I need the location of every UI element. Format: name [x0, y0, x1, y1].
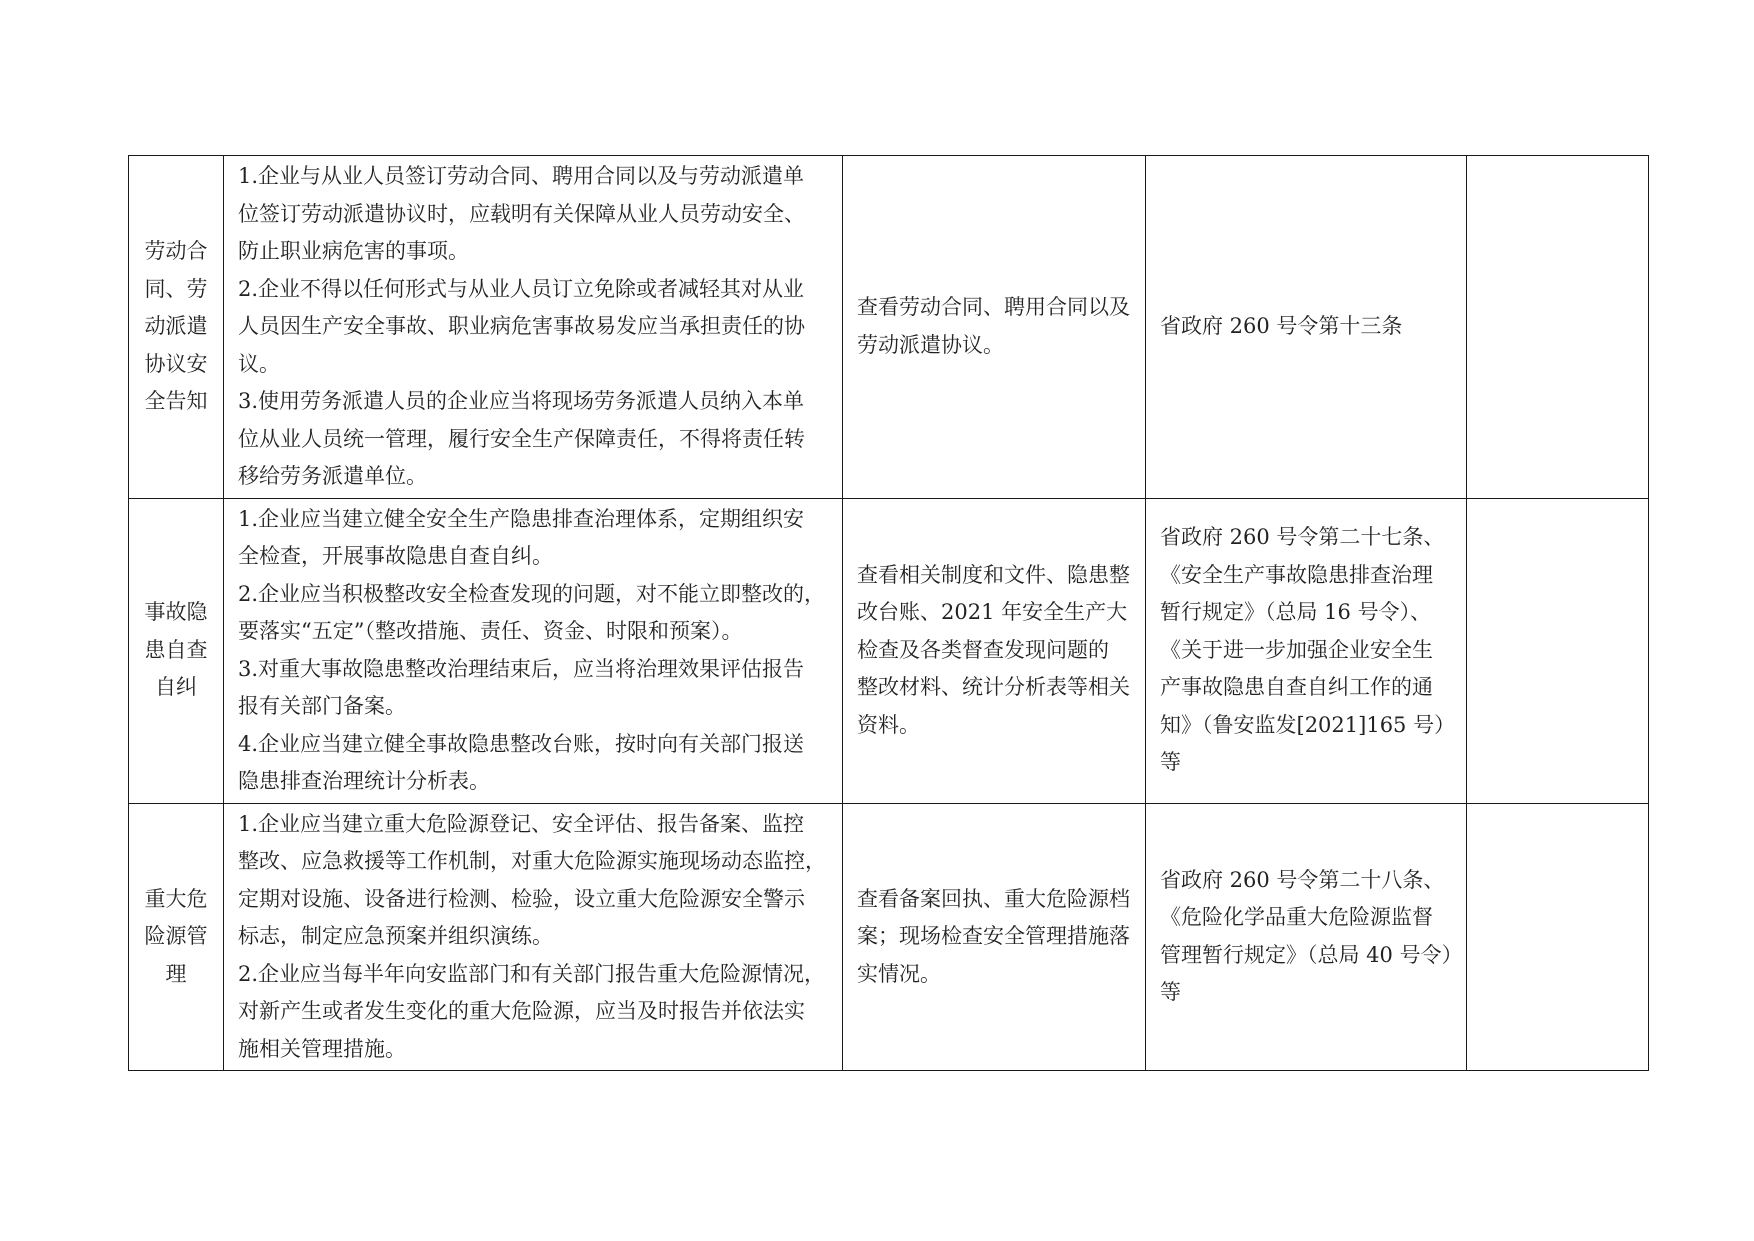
requirement-text: 2.企业应当积极整改安全检查发现的问题，对不能立即整改的， [238, 581, 826, 606]
requirement-text: 标志，制定应急预案并组织演练。 [238, 924, 553, 948]
basis-text: 省政府 260 号令第十三条 [1160, 314, 1403, 338]
category-text: 动派遣 [144, 314, 208, 338]
method-text: 查看劳动合同、聘用合同以及 [857, 295, 1130, 320]
category-text: 协议安 [144, 351, 208, 376]
basis-text: 《关于进一步加强企业安全生 [1160, 637, 1433, 662]
requirement-text: 防止职业病危害的事项。 [238, 239, 469, 263]
requirement-text: 2.企业应当每半年向安监部门和有关部门报告重大危险源情况， [238, 961, 826, 986]
requirement-text: 位签订劳动派遣协议时，应载明有关保障从业人员劳动安全、 [238, 201, 805, 226]
category-cell [129, 498, 224, 803]
table-row [129, 156, 1649, 499]
category-text: 患自查 [144, 637, 208, 662]
basis-text: 《安全生产事故隐患排查治理 [1160, 562, 1433, 587]
requirement-text: 全检查，开展事故隐患自查自纠。 [238, 544, 553, 568]
basis-cell [1146, 498, 1467, 803]
method-text: 改台账、2021 年安全生产大 [857, 600, 1128, 625]
requirement-cell [224, 803, 843, 1071]
remark-cell [1467, 803, 1649, 1071]
requirement-text: 人员因生产安全事故、职业病危害事故易发应当承担责任的协 [238, 314, 805, 338]
method-cell [843, 498, 1146, 803]
method-text: 检查及各类督查发现问题的 [857, 637, 1109, 662]
remark-cell [1467, 498, 1649, 803]
category-text: 重大危 [144, 886, 208, 911]
requirement-text: 3.使用劳务派遣人员的企业应当将现场劳务派遣人员纳入本单 [238, 389, 805, 413]
requirement-text: 1.企业应当建立健全安全生产隐患排查治理体系，定期组织安 [238, 506, 805, 531]
requirement-text: 1.企业与从业人员签订劳动合同、聘用合同以及与劳动派遣单 [238, 164, 805, 188]
method-text: 查看相关制度和文件、隐患整 [857, 562, 1130, 587]
category-text: 险源管 [144, 924, 208, 948]
basis-text: 暂行规定》（总局 16 号令）、 [1160, 600, 1432, 625]
category-text: 理 [165, 961, 187, 986]
basis-text: 产事故隐患自查自纠工作的通 [1160, 675, 1433, 700]
requirement-cell [224, 156, 843, 499]
basis-text: 省政府 260 号令第二十七条、 [1160, 525, 1445, 550]
table-row [129, 498, 1649, 803]
method-cell [843, 803, 1146, 1071]
basis-text: 知》（鲁安监发[2021]165 号） [1160, 712, 1456, 737]
category-text: 同、劳 [144, 276, 208, 301]
table-row [129, 803, 1649, 1071]
method-text: 资料。 [857, 712, 920, 737]
basis-text: 省政府 260 号令第二十八条、 [1160, 867, 1445, 892]
requirement-text: 施相关管理措施。 [238, 1036, 406, 1061]
requirement-text: 要落实“五定”（整改措施、责任、资金、时限和预案）。 [238, 619, 743, 643]
category-text: 自纠 [155, 675, 197, 700]
requirement-text: 报有关部门备案。 [238, 694, 406, 718]
basis-cell [1146, 803, 1467, 1071]
requirement-text: 议。 [238, 351, 280, 376]
method-cell [843, 156, 1146, 499]
requirement-text: 1.企业应当建立重大危险源登记、安全评估、报告备案、监控 [238, 811, 805, 836]
basis-text: 等 [1160, 750, 1181, 775]
basis-text: 管理暂行规定》（总局 40 号令） [1160, 942, 1463, 967]
basis-cell [1146, 156, 1467, 499]
category-text: 全告知 [144, 389, 208, 413]
method-text: 查看备案回执、重大危险源档 [857, 886, 1130, 911]
category-text: 事故隐 [144, 600, 208, 625]
requirement-text: 隐患排查治理统计分析表。 [238, 769, 490, 793]
category-cell [129, 156, 224, 499]
requirement-text: 位从业人员统一管理，履行安全生产保障责任，不得将责任转 [238, 426, 805, 451]
requirement-text: 定期对设施、设备进行检测、检验，设立重大危险源安全警示 [238, 886, 805, 911]
requirement-cell [224, 498, 843, 803]
method-text: 劳动派遣协议。 [857, 332, 1004, 357]
requirement-text: 2.企业不得以任何形式与从业人员订立免除或者减轻其对从业 [238, 276, 805, 301]
basis-text: 《危险化学品重大危险源监督 [1160, 905, 1433, 930]
method-text: 实情况。 [857, 961, 941, 986]
requirement-text: 4.企业应当建立健全事故隐患整改台账，按时向有关部门报送 [238, 731, 805, 756]
requirement-text: 移给劳务派遣单位。 [238, 464, 427, 488]
method-text: 案；现场检查安全管理措施落 [857, 924, 1130, 948]
inspection-table [128, 155, 1649, 1071]
requirement-text: 3.对重大事故隐患整改治理结束后，应当将治理效果评估报告 [238, 656, 805, 681]
requirement-text: 对新产生或者发生变化的重大危险源，应当及时报告并依法实 [238, 999, 805, 1023]
remark-cell [1467, 156, 1649, 499]
requirement-text: 整改、应急救援等工作机制，对重大危险源实施现场动态监控， [238, 849, 826, 873]
basis-text: 等 [1160, 980, 1181, 1005]
category-text: 劳动合 [144, 239, 208, 263]
method-text: 整改材料、统计分析表等相关 [857, 675, 1130, 700]
category-cell [129, 803, 224, 1071]
